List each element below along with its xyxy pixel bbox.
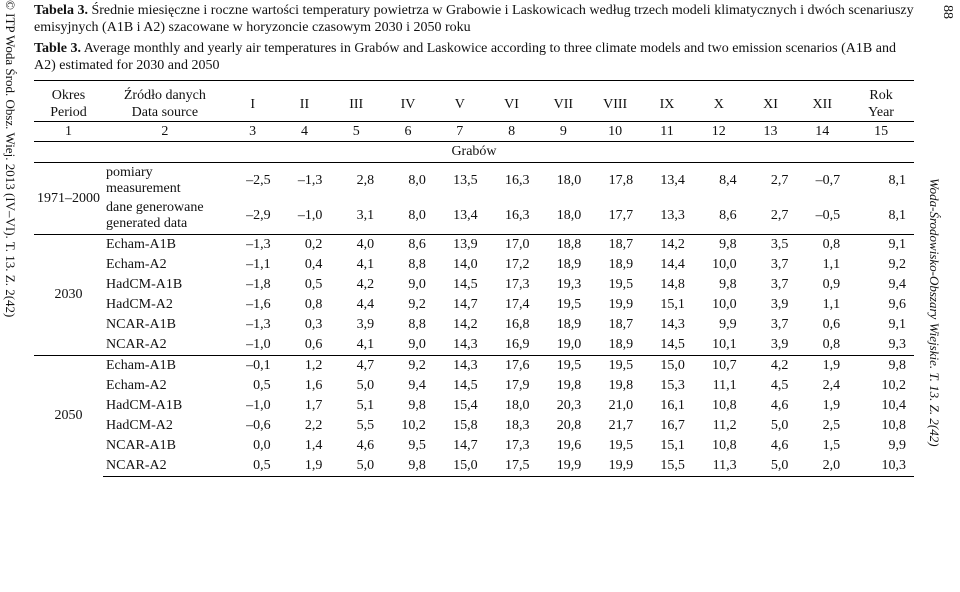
month-value-cell: 19,9 xyxy=(537,456,589,477)
header-month: III xyxy=(330,81,382,122)
month-value-cell: 9,9 xyxy=(719,317,737,332)
month-value-cell: –1,0 xyxy=(246,337,271,352)
table-row xyxy=(34,255,914,275)
month-value-cell: 19,5 xyxy=(537,356,589,377)
table-body xyxy=(34,163,914,477)
column-number: 4 xyxy=(279,122,331,142)
header-month: VIII xyxy=(589,81,641,122)
period-cell: 2030 xyxy=(34,235,103,356)
month-value-cell: 10,0 xyxy=(712,297,737,312)
month-value-cell: 14,7 xyxy=(453,438,478,453)
month-value-cell: 19,3 xyxy=(556,277,582,292)
month-value-cell: 15,5 xyxy=(641,456,693,477)
month-value-cell: 18,0 xyxy=(556,208,582,224)
month-value-cell: 15,8 xyxy=(453,418,478,433)
month-value-cell: 16,3 xyxy=(504,172,530,188)
month-value-cell: 17,0 xyxy=(486,235,538,256)
month-value-cell: 9,8 xyxy=(382,456,434,477)
column-number: 14 xyxy=(796,122,848,142)
month-value-cell: 15,1 xyxy=(660,297,685,312)
month-value-cell: 9,8 xyxy=(408,398,426,413)
month-value-cell: 2,7 xyxy=(770,172,789,188)
month-value-cell: 8,6 xyxy=(719,208,737,224)
month-value-cell: 2,7 xyxy=(770,208,789,224)
month-value-cell: 17,6 xyxy=(486,356,538,377)
source-cell: Echam-A1B xyxy=(103,356,227,377)
citation-text: © ITP Woda Środ. Obsz. Wiej. 2013 (IV–VI). T. 13. Z. 2(42) xyxy=(3,0,18,318)
month-value-cell: 11,1 xyxy=(712,378,737,393)
month-value-cell: 17,4 xyxy=(504,297,530,312)
month-value-cell: 3,7 xyxy=(770,277,789,292)
month-value-cell: 0,0 xyxy=(253,438,271,453)
table-row xyxy=(34,295,914,315)
month-value-cell: 19,6 xyxy=(556,438,582,453)
month-value-cell: 5,0 xyxy=(770,418,789,433)
month-value-cell: 0,5 xyxy=(304,277,323,292)
month-value-cell: 4,1 xyxy=(356,337,375,352)
source-polish: dane generowane xyxy=(106,200,204,216)
header-month: XII xyxy=(796,81,848,122)
year-value-cell: 9,9 xyxy=(888,438,906,453)
month-value-cell: 5,0 xyxy=(356,378,375,393)
month-value-cell: 19,5 xyxy=(556,297,582,312)
header-month: X xyxy=(693,81,745,122)
month-value-cell: –1,3 xyxy=(297,172,323,188)
header-month: VII xyxy=(537,81,589,122)
caption-polish-text: Średnie miesięczne i roczne wartości temperatury powietrza w Grabowie i Laskowicach według trzech modeli klimatycznych i dwóch scenariuszy emisyjnych (A1B i A2) szacowane w horyzoncie czasowym 2030 i 2050 roku xyxy=(34,3,914,35)
year-value-cell: 9,6 xyxy=(888,297,906,312)
month-value-cell: 15,1 xyxy=(660,438,685,453)
header-month: IX xyxy=(641,81,693,122)
month-value-cell: 19,8 xyxy=(608,378,634,393)
month-value-cell: 4,1 xyxy=(356,257,375,272)
column-number: 11 xyxy=(641,122,693,142)
month-value-cell: 14,2 xyxy=(641,235,693,256)
month-value-cell: 10,7 xyxy=(693,356,745,377)
month-value-cell: 18,9 xyxy=(556,317,582,332)
year-value-cell: 9,2 xyxy=(888,257,906,272)
header-month: VI xyxy=(486,81,538,122)
month-value-cell: 19,0 xyxy=(556,337,582,352)
month-value-cell: 1,2 xyxy=(279,356,331,377)
month-value-cell: 20,3 xyxy=(556,398,582,413)
temperature-table xyxy=(34,80,914,477)
month-value-cell: 14,3 xyxy=(660,317,685,332)
table-row xyxy=(34,275,914,295)
month-value-cell: 8,6 xyxy=(382,235,434,256)
year-value-cell: 9,1 xyxy=(888,317,906,332)
document-body xyxy=(34,2,914,477)
month-value-cell: –2,5 xyxy=(246,172,271,188)
right-margin xyxy=(927,0,960,592)
month-value-cell: 0,9 xyxy=(822,277,841,292)
month-value-cell: 5,0 xyxy=(745,456,797,477)
caption-english-text: Average monthly and yearly air temperatures in Grabów and Laskowice according to three climate models and two emission scenarios (A1B and A2) estimated for 2030 and 2050 xyxy=(34,41,896,73)
period-cell: 1971–2000 xyxy=(37,190,100,206)
column-number: 15 xyxy=(848,122,914,142)
month-value-cell: 19,8 xyxy=(556,378,582,393)
month-value-cell: –1,0 xyxy=(297,208,323,224)
month-value-cell: 17,2 xyxy=(504,257,530,272)
header-month: V xyxy=(434,81,486,122)
month-value-cell: 9,4 xyxy=(408,378,426,393)
column-number: 13 xyxy=(745,122,797,142)
header-source: Źródło danych Data source xyxy=(103,81,227,122)
month-value-cell: 16,1 xyxy=(660,398,685,413)
column-number: 9 xyxy=(537,122,589,142)
month-value-cell: 0,6 xyxy=(822,317,841,332)
month-value-cell: 18,3 xyxy=(504,418,530,433)
month-value-cell: 3,9 xyxy=(770,297,789,312)
month-value-cell: 4,7 xyxy=(330,356,382,377)
month-value-cell: 10,0 xyxy=(712,257,737,272)
month-value-cell: 18,0 xyxy=(504,398,530,413)
year-value-cell: 10,3 xyxy=(848,456,914,477)
month-value-cell: 4,0 xyxy=(330,235,382,256)
month-value-cell: 18,9 xyxy=(608,257,634,272)
month-value-cell: 19,5 xyxy=(608,438,634,453)
month-value-cell: 14,2 xyxy=(453,317,478,332)
source-cell: NCAR-A1B xyxy=(106,317,177,332)
period-cell: 2050 xyxy=(34,356,103,477)
month-value-cell: 1,9 xyxy=(796,356,848,377)
month-value-cell: 8,0 xyxy=(408,172,426,188)
month-value-cell: 5,0 xyxy=(330,456,382,477)
month-value-cell: 9,5 xyxy=(408,438,426,453)
source-cell: NCAR-A2 xyxy=(106,337,167,352)
source-cell: Echam-A2 xyxy=(106,378,167,393)
month-value-cell: 2,4 xyxy=(822,378,841,393)
year-value-cell: 9,8 xyxy=(848,356,914,377)
source-cell: NCAR-A1B xyxy=(106,438,177,453)
table-row xyxy=(34,315,914,335)
month-value-cell: 17,7 xyxy=(608,208,634,224)
month-value-cell: 13,5 xyxy=(453,172,478,188)
month-value-cell: 17,8 xyxy=(608,172,634,188)
year-value-cell: 10,4 xyxy=(881,398,906,413)
month-value-cell: 1,1 xyxy=(822,257,841,272)
month-value-cell: –0,6 xyxy=(246,418,271,433)
source-polish: pomiary xyxy=(106,164,153,180)
month-value-cell: 9,0 xyxy=(408,337,426,352)
month-value-cell: 0,8 xyxy=(304,297,323,312)
column-number: 8 xyxy=(486,122,538,142)
month-value-cell: 4,6 xyxy=(770,438,789,453)
table-row xyxy=(34,199,914,235)
section-title: Grabów xyxy=(34,142,914,163)
month-value-cell: 9,2 xyxy=(382,356,434,377)
table-row xyxy=(34,416,914,436)
month-value-cell: 4,5 xyxy=(770,378,789,393)
month-value-cell: 1,4 xyxy=(304,438,323,453)
month-value-cell: 14,8 xyxy=(660,277,685,292)
month-value-cell: 0,8 xyxy=(796,235,848,256)
month-value-cell: 3,5 xyxy=(745,235,797,256)
header-month: II xyxy=(279,81,331,122)
month-value-cell: 17,3 xyxy=(504,438,530,453)
table-row xyxy=(34,456,914,477)
month-value-cell: 9,8 xyxy=(719,277,737,292)
table-row xyxy=(34,356,914,377)
month-value-cell: 8,8 xyxy=(408,317,426,332)
month-value-cell: 14,4 xyxy=(660,257,685,272)
month-value-cell: –1,0 xyxy=(246,398,271,413)
month-value-cell: 3,1 xyxy=(356,208,375,224)
month-value-cell: 19,5 xyxy=(608,277,634,292)
month-value-cell: 19,9 xyxy=(589,456,641,477)
source-cell: HadCM-A2 xyxy=(106,418,173,433)
month-value-cell: 10,2 xyxy=(401,418,426,433)
month-value-cell: 3,7 xyxy=(770,257,789,272)
month-value-cell: 0,5 xyxy=(253,378,271,393)
table-row xyxy=(34,335,914,356)
month-value-cell: 13,4 xyxy=(453,208,478,224)
header-year: Rok Year xyxy=(848,81,914,122)
month-value-cell: –1,1 xyxy=(246,257,271,272)
header-row xyxy=(34,81,914,122)
month-value-cell: –2,9 xyxy=(246,208,271,224)
month-value-cell: 1,9 xyxy=(822,398,841,413)
caption-english xyxy=(34,40,914,74)
month-value-cell: 18,7 xyxy=(608,317,634,332)
month-value-cell: 14,5 xyxy=(453,378,478,393)
month-value-cell: 5,5 xyxy=(356,418,375,433)
month-value-cell: 0,6 xyxy=(304,337,323,352)
month-value-cell: 15,0 xyxy=(641,356,693,377)
month-value-cell: –0,5 xyxy=(815,208,841,224)
month-value-cell: 8,8 xyxy=(408,257,426,272)
header-month: I xyxy=(227,81,279,122)
source-cell: Echam-A1B xyxy=(103,235,227,256)
month-value-cell: 14,3 xyxy=(453,337,478,352)
month-value-cell: 16,9 xyxy=(504,337,530,352)
source-cell: Echam-A2 xyxy=(106,257,167,272)
month-value-cell: 9,0 xyxy=(408,277,426,292)
month-value-cell: –0,7 xyxy=(815,172,841,188)
source-cell xyxy=(103,163,227,199)
header-month: IV xyxy=(382,81,434,122)
header-period: Okres Period xyxy=(34,81,103,122)
month-value-cell: –0,1 xyxy=(227,356,279,377)
month-value-cell: 11,3 xyxy=(693,456,745,477)
source-english: generated data xyxy=(106,216,188,232)
month-value-cell: 3,7 xyxy=(770,317,789,332)
journal-running-title: Woda-Środowisko-Obszary Wiejskie. T. 13. Z. 2(42) xyxy=(927,178,942,447)
month-value-cell: 20,8 xyxy=(556,418,582,433)
month-value-cell: 5,1 xyxy=(356,398,375,413)
month-value-cell: 4,4 xyxy=(356,297,375,312)
month-value-cell: 13,9 xyxy=(434,235,486,256)
month-value-cell: 15,4 xyxy=(453,398,478,413)
year-value-cell: 8,1 xyxy=(888,208,906,224)
column-number: 6 xyxy=(382,122,434,142)
month-value-cell: 18,7 xyxy=(589,235,641,256)
month-value-cell: 21,7 xyxy=(608,418,634,433)
month-value-cell: –1,8 xyxy=(246,277,271,292)
month-value-cell: 10,1 xyxy=(712,337,737,352)
month-value-cell: 16,3 xyxy=(504,208,530,224)
left-margin-citation xyxy=(0,0,22,592)
month-value-cell: 16,8 xyxy=(504,317,530,332)
month-value-cell: 14,3 xyxy=(434,356,486,377)
column-number: 5 xyxy=(330,122,382,142)
caption-english-label: Table 3. xyxy=(34,41,81,56)
month-value-cell: –1,3 xyxy=(227,235,279,256)
month-value-cell: 18,9 xyxy=(608,337,634,352)
column-number: 12 xyxy=(693,122,745,142)
column-number: 2 xyxy=(103,122,227,142)
column-number-row xyxy=(34,122,914,142)
source-english: measurement xyxy=(106,180,181,196)
month-value-cell: 8,0 xyxy=(408,208,426,224)
source-cell: HadCM-A2 xyxy=(106,297,173,312)
month-value-cell: 16,7 xyxy=(660,418,685,433)
month-value-cell: –1,6 xyxy=(246,297,271,312)
month-value-cell: 1,1 xyxy=(822,297,841,312)
month-value-cell: 14,5 xyxy=(660,337,685,352)
column-number: 1 xyxy=(34,122,103,142)
month-value-cell: 4,2 xyxy=(745,356,797,377)
column-number: 10 xyxy=(589,122,641,142)
month-value-cell: 15,3 xyxy=(660,378,685,393)
month-value-cell: 0,8 xyxy=(822,337,841,352)
month-value-cell: 15,0 xyxy=(434,456,486,477)
table-row xyxy=(34,376,914,396)
month-value-cell: 4,6 xyxy=(356,438,375,453)
month-value-cell: 1,9 xyxy=(279,456,331,477)
source-cell: NCAR-A2 xyxy=(103,456,227,477)
page-number: 88 xyxy=(940,5,955,19)
month-value-cell: 14,5 xyxy=(453,277,478,292)
caption-polish-label: Tabela 3. xyxy=(34,3,88,18)
month-value-cell: 17,9 xyxy=(504,378,530,393)
month-value-cell: 1,5 xyxy=(822,438,841,453)
month-value-cell: 2,2 xyxy=(304,418,323,433)
month-value-cell: 0,2 xyxy=(279,235,331,256)
month-value-cell: 19,9 xyxy=(608,297,634,312)
year-value-cell: 8,1 xyxy=(888,172,906,188)
header-month: XI xyxy=(745,81,797,122)
year-value-cell: 10,8 xyxy=(881,418,906,433)
month-value-cell: 2,5 xyxy=(822,418,841,433)
month-value-cell: 1,6 xyxy=(304,378,323,393)
year-value-cell: 9,1 xyxy=(848,235,914,256)
table-row xyxy=(34,396,914,416)
month-value-cell: 0,5 xyxy=(227,456,279,477)
month-value-cell: 13,3 xyxy=(660,208,685,224)
year-value-cell: 10,2 xyxy=(881,378,906,393)
month-value-cell: 18,0 xyxy=(556,172,582,188)
month-value-cell: 19,5 xyxy=(589,356,641,377)
column-number: 7 xyxy=(434,122,486,142)
month-value-cell: 10,8 xyxy=(712,398,737,413)
month-value-cell: 3,9 xyxy=(356,317,375,332)
month-value-cell: 1,7 xyxy=(304,398,323,413)
source-cell xyxy=(103,199,227,235)
month-value-cell: 18,8 xyxy=(537,235,589,256)
month-value-cell: 3,9 xyxy=(770,337,789,352)
month-value-cell: 9,2 xyxy=(408,297,426,312)
month-value-cell: 13,4 xyxy=(660,172,685,188)
year-value-cell: 9,4 xyxy=(888,277,906,292)
month-value-cell: 14,0 xyxy=(453,257,478,272)
source-cell: HadCM-A1B xyxy=(106,277,183,292)
month-value-cell: 17,5 xyxy=(486,456,538,477)
caption-polish xyxy=(34,2,914,36)
section-row xyxy=(34,142,914,163)
month-value-cell: 4,2 xyxy=(356,277,375,292)
table-row xyxy=(34,235,914,256)
month-value-cell: 8,4 xyxy=(719,172,737,188)
month-value-cell: 0,3 xyxy=(304,317,323,332)
month-value-cell: 2,8 xyxy=(356,172,375,188)
month-value-cell: 14,7 xyxy=(453,297,478,312)
month-value-cell: 11,2 xyxy=(712,418,737,433)
month-value-cell: 2,0 xyxy=(796,456,848,477)
month-value-cell: –1,3 xyxy=(246,317,271,332)
table-row xyxy=(34,436,914,456)
month-value-cell: 4,6 xyxy=(770,398,789,413)
month-value-cell: 17,3 xyxy=(504,277,530,292)
column-number: 3 xyxy=(227,122,279,142)
year-value-cell: 9,3 xyxy=(888,337,906,352)
month-value-cell: 10,8 xyxy=(712,438,737,453)
table-row xyxy=(34,163,914,199)
month-value-cell: 0,4 xyxy=(304,257,323,272)
month-value-cell: 21,0 xyxy=(608,398,634,413)
month-value-cell: 18,9 xyxy=(556,257,582,272)
month-value-cell: 9,8 xyxy=(693,235,745,256)
source-cell: HadCM-A1B xyxy=(106,398,183,413)
